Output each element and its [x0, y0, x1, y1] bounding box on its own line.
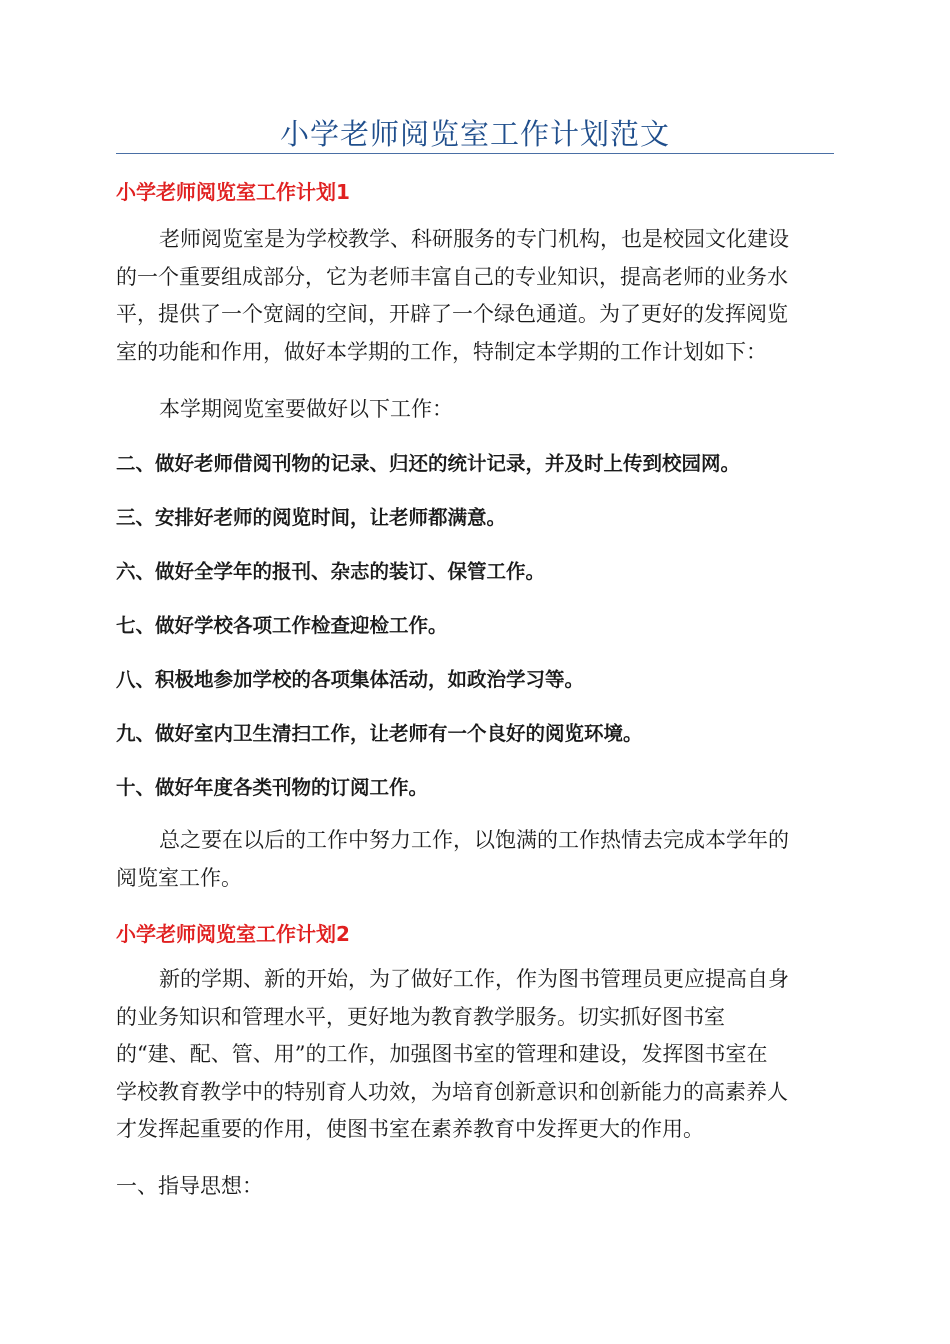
paragraph-line: 阅览室工作。 [116, 865, 242, 890]
work-item: 九、做好室内卫生清扫工作，让老师有一个良好的阅览环境。 [116, 722, 643, 745]
paragraph-line: 总之要在以后的工作中努力工作，以饱满的工作热情去完成本学年的 [159, 828, 789, 852]
paragraph-line: 一、指导思想： [116, 1174, 263, 1198]
paragraph-line: 本学期阅览室要做好以下工作： [159, 397, 453, 421]
paragraph-line: 学校教育教学中的特别育人功效，为培育创新意识和创新能力的高素养人 [116, 1079, 788, 1104]
paragraph-line: 的业务知识和管理水平，更好地为教育教学服务。切实抓好图书室 [116, 1004, 725, 1029]
work-item: 六、做好全学年的报刊、杂志的装订、保管工作。 [116, 560, 546, 583]
paragraph-line: 老师阅览室是为学校教学、科研服务的专门机构，也是校园文化建设 [159, 227, 789, 251]
section1-intro-paragraph [116, 221, 834, 371]
paragraph-line: 新的学期、新的开始，为了做好工作，作为图书管理员更应提高自身 [159, 967, 789, 991]
section2-intro-paragraph [116, 961, 834, 1149]
work-item: 三、安排好老师的阅览时间，让老师都满意。 [116, 506, 507, 529]
work-item: 八、积极地参加学校的各项集体活动，如政治学习等。 [116, 668, 585, 691]
paragraph-line: 的“建、配、管、用”的工作，加强图书室的管理和建设，发挥图书室在 [116, 1042, 768, 1067]
paragraph-line: 的一个重要组成部分，它为老师丰富自己的专业知识，提高老师的业务水 [116, 264, 788, 289]
document-title: 小学老师阅览室工作计划范文 [279, 117, 670, 151]
section1-closing-paragraph [116, 822, 834, 897]
section1-heading: 小学老师阅览室工作计划1 [116, 180, 350, 204]
work-item: 十、做好年度各类刊物的订阅工作。 [116, 776, 429, 799]
title-underline [116, 153, 834, 154]
paragraph-line: 平，提供了一个宽阔的空间，开辟了一个绿色通道。为了更好的发挥阅览 [116, 302, 788, 327]
paragraph-line: 室的功能和作用，做好本学期的工作，特制定本学期的工作计划如下： [116, 339, 767, 364]
work-item: 七、做好学校各项工作检查迎检工作。 [116, 614, 448, 637]
work-item: 二、做好老师借阅刊物的记录、归还的统计记录，并及时上传到校园网。 [116, 452, 741, 475]
section1-lead-paragraph [116, 391, 834, 429]
section2-subheading [116, 1168, 834, 1206]
section2-heading: 小学老师阅览室工作计划2 [116, 922, 350, 946]
paragraph-line: 才发挥起重要的作用，使图书室在素养教育中发挥更大的作用。 [116, 1117, 704, 1142]
